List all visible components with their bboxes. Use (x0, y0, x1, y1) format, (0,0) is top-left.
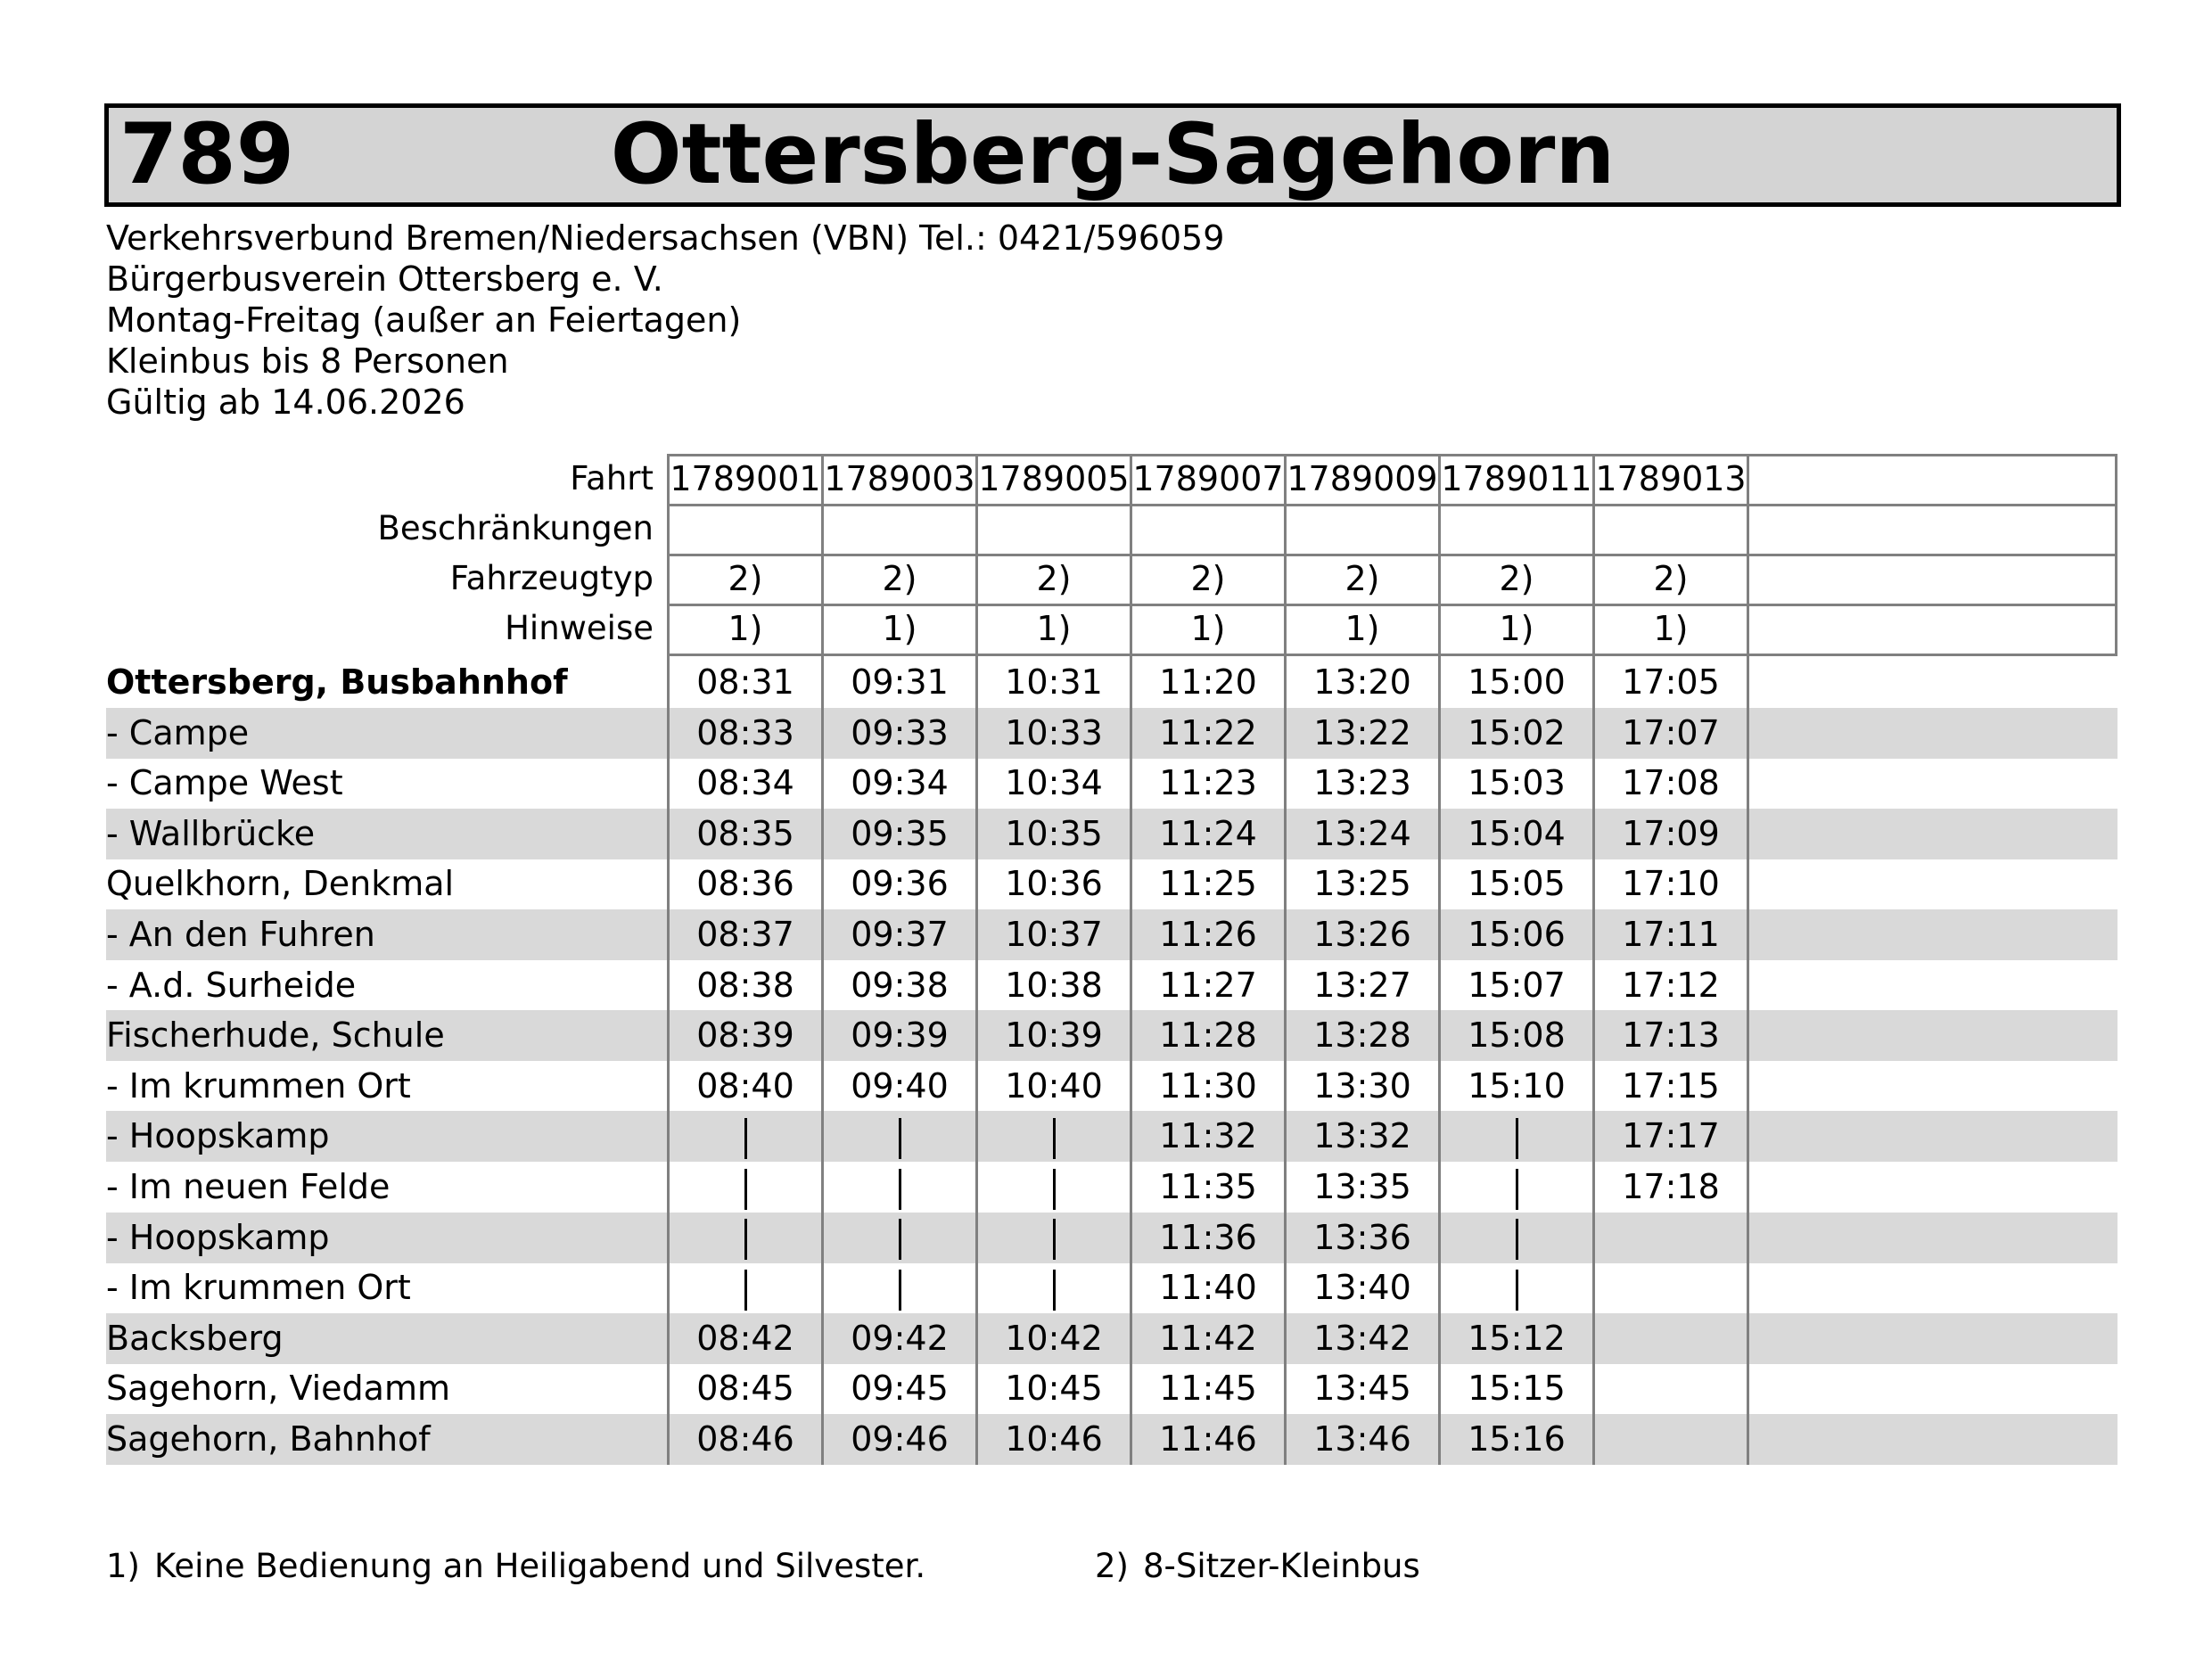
time-cell: 11:23 (1159, 763, 1257, 803)
time-cell: 09:36 (851, 864, 949, 904)
pass-through-line (1053, 1270, 1056, 1311)
header-label: Hinweise (505, 609, 654, 647)
time-cell (1594, 1313, 1747, 1364)
stop-name: Ottersberg, Busbahnhof (106, 662, 568, 702)
header-cell: 1) (1653, 609, 1689, 648)
time-cell: 15:05 (1468, 864, 1566, 904)
time-cell: 09:39 (851, 1015, 949, 1056)
pass-through-marker (823, 1213, 976, 1263)
time-cell: 09:38 (851, 965, 949, 1005)
route-number: 789 (119, 106, 295, 203)
time-cell: 13:27 (1313, 965, 1411, 1005)
time-cell: 13:25 (1313, 864, 1411, 904)
time-cell: 10:38 (1005, 965, 1103, 1005)
time-cell: 09:37 (851, 915, 949, 954)
stop-name: - Hoopskamp (106, 1116, 330, 1156)
stop-name: - A.d. Surheide (106, 965, 357, 1005)
time-cell: 09:34 (851, 763, 949, 803)
time-cell: 11:45 (1159, 1369, 1257, 1409)
header-cell: 2) (1344, 559, 1380, 598)
pass-through-marker (823, 1111, 976, 1162)
header-cell: 2) (1036, 559, 1072, 598)
time-cell: 08:36 (696, 864, 794, 904)
time-cell (1594, 1363, 1747, 1414)
time-cell: 15:06 (1468, 915, 1566, 954)
stop-name: Sagehorn, Viedamm (106, 1369, 450, 1409)
header-cell (669, 504, 822, 554)
header-cell: 2) (882, 559, 917, 598)
stop-name: - Im krummen Ort (106, 1268, 411, 1308)
pass-through-line (744, 1219, 747, 1260)
time-cell: 10:36 (1005, 864, 1103, 904)
time-cell: 13:32 (1313, 1116, 1411, 1156)
stop-name: - Im krummen Ort (106, 1065, 411, 1106)
pass-through-line (1516, 1219, 1518, 1260)
header-cell: 2) (1499, 559, 1534, 598)
pass-through-line (744, 1169, 747, 1210)
grid-line-horizontal (667, 604, 2117, 606)
time-cell: 13:23 (1313, 763, 1411, 803)
time-cell: 08:45 (696, 1369, 794, 1409)
pass-through-marker (977, 1111, 1131, 1162)
stop-name: - An den Fuhren (106, 915, 375, 954)
stop-name: Fischerhude, Schule (106, 1015, 445, 1056)
time-cell: 13:40 (1313, 1268, 1411, 1308)
header-label: Fahrzeugtyp (449, 559, 654, 597)
pass-through-marker (1440, 1262, 1593, 1313)
stop-name: Quelkhorn, Denkmal (106, 864, 455, 904)
header-cell: 1) (1036, 609, 1072, 648)
time-cell: 15:07 (1468, 965, 1566, 1005)
time-cell: 10:40 (1005, 1065, 1103, 1106)
header-cell (977, 504, 1131, 554)
stop-name: - Wallbrücke (106, 813, 316, 853)
time-cell: 10:39 (1005, 1015, 1103, 1056)
time-cell (1594, 1414, 1747, 1465)
time-cell: 09:46 (851, 1419, 949, 1459)
time-cell: 13:30 (1313, 1065, 1411, 1106)
pass-through-marker (823, 1262, 976, 1313)
time-cell: 13:28 (1313, 1015, 1411, 1056)
route-title-box (104, 103, 2121, 207)
info-service-days-line: Montag-Freitag (außer an Feiertagen) (106, 300, 742, 340)
info-operator-line: Verkehrsverbund Bremen/Niedersachsen (VBN) Tel.: 0421/596059 (106, 218, 1225, 258)
pass-through-line (899, 1219, 901, 1260)
pass-through-marker (1440, 1162, 1593, 1213)
header-cell: 1) (1190, 609, 1226, 648)
header-label: Beschränkungen (377, 509, 654, 547)
time-cell: 13:35 (1313, 1167, 1411, 1206)
pass-through-line (1516, 1270, 1518, 1311)
time-cell: 13:26 (1313, 915, 1411, 954)
pass-through-line (1053, 1118, 1056, 1159)
header-cell: 1789003 (824, 459, 975, 498)
route-name: Ottersberg-Sagehorn (610, 106, 1616, 203)
stop-name: - Campe (106, 712, 250, 752)
time-cell (1594, 1262, 1747, 1313)
header-cell (1286, 504, 1439, 554)
time-cell: 17:07 (1622, 712, 1720, 752)
info-vehicle-line: Kleinbus bis 8 Personen (106, 341, 509, 381)
time-cell: 11:30 (1159, 1065, 1257, 1106)
header-cell: 1789007 (1132, 459, 1284, 498)
time-cell: 08:37 (696, 915, 794, 954)
time-cell: 15:15 (1468, 1369, 1566, 1409)
pass-through-marker (669, 1262, 822, 1313)
grid-line-horizontal (667, 504, 2117, 506)
pass-through-marker (669, 1111, 822, 1162)
time-cell: 17:10 (1622, 864, 1720, 904)
header-cell (1131, 504, 1285, 554)
time-cell: 09:40 (851, 1065, 949, 1106)
time-cell: 15:04 (1468, 813, 1566, 853)
time-cell: 08:42 (696, 1318, 794, 1358)
pass-through-marker (823, 1162, 976, 1213)
time-cell (1594, 1213, 1747, 1263)
time-cell: 11:46 (1159, 1419, 1257, 1459)
info-validity-line: Gültig ab 14.06.2026 (106, 382, 465, 422)
time-cell: 15:08 (1468, 1015, 1566, 1056)
header-cell (823, 504, 976, 554)
time-cell: 09:35 (851, 813, 949, 853)
header-cell (1440, 504, 1593, 554)
time-cell: 11:25 (1159, 864, 1257, 904)
header-cell: 1789011 (1441, 459, 1592, 498)
pass-through-line (899, 1169, 901, 1210)
pass-through-line (899, 1118, 901, 1159)
header-cell: 1789013 (1595, 459, 1747, 498)
time-cell: 15:12 (1468, 1318, 1566, 1358)
header-cell: 2) (728, 559, 763, 598)
header-cell: 1) (1344, 609, 1380, 648)
grid-line-horizontal (667, 554, 2117, 556)
time-cell: 13:42 (1313, 1318, 1411, 1358)
time-cell: 11:32 (1159, 1116, 1257, 1156)
time-cell: 08:33 (696, 712, 794, 752)
time-cell: 17:13 (1622, 1015, 1720, 1056)
time-cell: 17:09 (1622, 813, 1720, 853)
time-cell: 13:46 (1313, 1419, 1411, 1459)
time-cell: 15:16 (1468, 1419, 1566, 1459)
stop-name: Backsberg (106, 1318, 284, 1358)
header-cell: 1789009 (1287, 459, 1438, 498)
route-info (106, 218, 1224, 423)
pass-through-marker (977, 1262, 1131, 1313)
time-cell: 11:36 (1159, 1217, 1257, 1257)
pass-through-marker (669, 1162, 822, 1213)
time-cell: 08:38 (696, 965, 794, 1005)
pass-through-marker (977, 1162, 1131, 1213)
info-association-line: Bürgerbusverein Ottersberg e. V. (106, 259, 663, 299)
time-cell: 15:10 (1468, 1065, 1566, 1106)
time-cell: 15:03 (1468, 763, 1566, 803)
pass-through-line (899, 1270, 901, 1311)
grid-line-horizontal (667, 454, 2117, 456)
time-cell: 10:42 (1005, 1318, 1103, 1358)
time-cell: 09:31 (851, 662, 949, 702)
time-cell: 08:40 (696, 1065, 794, 1106)
footnote-2 (1095, 1544, 1420, 1589)
time-cell: 13:22 (1313, 712, 1411, 752)
time-cell: 08:34 (696, 763, 794, 803)
time-cell: 11:20 (1159, 662, 1257, 702)
time-cell: 17:11 (1622, 915, 1720, 954)
time-cell: 17:05 (1622, 662, 1720, 702)
header-cell: 1789005 (978, 459, 1130, 498)
time-cell: 09:42 (851, 1318, 949, 1358)
pass-through-marker (1440, 1213, 1593, 1263)
time-cell: 17:12 (1622, 965, 1720, 1005)
pass-through-line (744, 1118, 747, 1159)
time-cell: 09:45 (851, 1369, 949, 1409)
footnote-1-mark: 1) (106, 1547, 140, 1585)
header-label: Fahrt (570, 459, 654, 497)
grid-line-horizontal (667, 654, 2117, 656)
stop-name: - Campe West (106, 763, 343, 803)
time-cell: 11:24 (1159, 813, 1257, 853)
time-cell: 11:42 (1159, 1318, 1257, 1358)
time-cell: 13:20 (1313, 662, 1411, 702)
time-cell: 15:02 (1468, 712, 1566, 752)
time-cell: 17:17 (1622, 1116, 1720, 1156)
time-cell: 11:22 (1159, 712, 1257, 752)
time-cell: 11:28 (1159, 1015, 1257, 1056)
time-cell: 15:00 (1468, 662, 1566, 702)
time-cell: 17:08 (1622, 763, 1720, 803)
time-cell: 13:36 (1313, 1217, 1411, 1257)
stop-name: - Hoopskamp (106, 1217, 330, 1257)
time-cell: 10:33 (1005, 712, 1103, 752)
time-cell: 11:26 (1159, 915, 1257, 954)
header-cell: 1) (882, 609, 917, 648)
header-cell: 1) (728, 609, 763, 648)
pass-through-line (744, 1270, 747, 1311)
time-cell: 13:24 (1313, 813, 1411, 853)
time-cell: 17:15 (1622, 1065, 1720, 1106)
pass-through-line (1516, 1169, 1518, 1210)
time-cell: 10:31 (1005, 662, 1103, 702)
stop-name: Sagehorn, Bahnhof (106, 1419, 431, 1459)
time-cell: 08:39 (696, 1015, 794, 1056)
time-cell: 11:27 (1159, 965, 1257, 1005)
time-cell: 10:46 (1005, 1419, 1103, 1459)
pass-through-line (1053, 1169, 1056, 1210)
pass-through-marker (669, 1213, 822, 1263)
time-cell: 08:46 (696, 1419, 794, 1459)
stop-name: - Im neuen Felde (106, 1167, 391, 1206)
pass-through-marker (977, 1213, 1131, 1263)
header-cell: 1) (1499, 609, 1534, 648)
time-cell: 17:18 (1622, 1167, 1720, 1206)
time-cell: 08:35 (696, 813, 794, 853)
time-cell: 09:33 (851, 712, 949, 752)
time-cell: 10:34 (1005, 763, 1103, 803)
pass-through-line (1053, 1219, 1056, 1260)
time-cell: 11:40 (1159, 1268, 1257, 1308)
footnote-2-text: 8-Sitzer-Kleinbus (1142, 1547, 1420, 1585)
header-cell: 1789001 (670, 459, 821, 498)
footnote-2-mark: 2) (1095, 1547, 1129, 1585)
time-cell: 10:37 (1005, 915, 1103, 954)
footnote-1 (106, 1544, 925, 1589)
time-cell: 10:45 (1005, 1369, 1103, 1409)
time-cell: 10:35 (1005, 813, 1103, 853)
footnote-1-text: Keine Bedienung an Heiligabend und Silvester. (153, 1547, 926, 1585)
header-cell (1594, 504, 1747, 554)
header-cell: 2) (1190, 559, 1226, 598)
time-cell: 08:31 (696, 662, 794, 702)
pass-through-marker (1440, 1111, 1593, 1162)
time-cell: 11:35 (1159, 1167, 1257, 1206)
time-cell: 13:45 (1313, 1369, 1411, 1409)
pass-through-line (1516, 1118, 1518, 1159)
header-cell: 2) (1653, 559, 1689, 598)
